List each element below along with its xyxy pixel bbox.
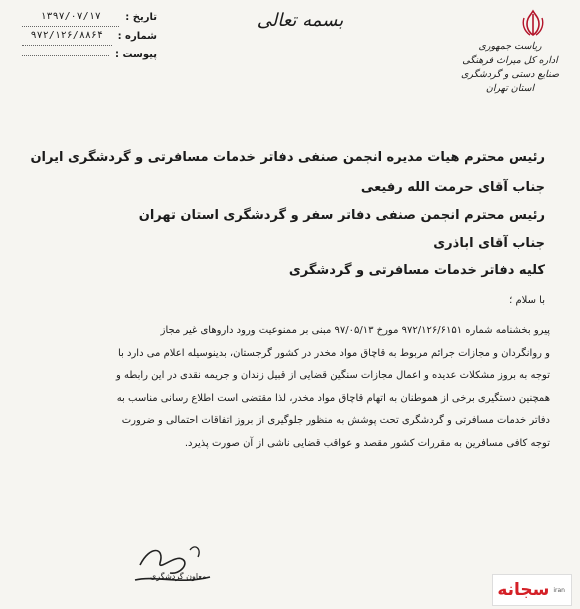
- addressee-line: رئیس محترم هیات مدیره انجمن صنفی دفاتر خدمات مسافرتی و گردشگری ایران: [30, 150, 545, 165]
- body-line: همچنین دستگیری برخی از هموطنان به اتهام قاچاق مواد مخدر، لذا مقتضی است اطلاع رسانی مناسب به: [116, 392, 550, 404]
- org-line: صنایع دستی و گردشگری: [460, 69, 560, 80]
- number-row: [22, 27, 157, 46]
- body-line: و روانگردان و مجازات جرائم مربوط به قاچاق مواد مخدر در کشور گرجستان، بدینوسیله اعلام می دارد با: [118, 347, 550, 359]
- logo-tag: iran: [553, 586, 565, 594]
- addressee-line: کلیه دفاتر خدمات مسافرتی و گردشگری: [288, 263, 545, 278]
- org-line: ریاست جمهوری: [478, 41, 542, 52]
- body-line: توجه کافی مسافرین به مقررات کشور مقصد و عواقب قضایی ناشی از آن صورت پذیرد.: [184, 437, 550, 449]
- organization-block: [450, 40, 570, 96]
- date-label: تاریخ :: [125, 11, 157, 23]
- greeting: با سلام ؛: [509, 295, 545, 306]
- attachment-label: پیوست :: [114, 49, 157, 60]
- logo-text: سجانه: [497, 580, 550, 600]
- addressee-line: جناب آقای اباذری: [433, 236, 545, 251]
- signatory-title: معاون گردشگری: [150, 572, 207, 581]
- addressee-line: جناب آقای حرمت الله رفیعی: [360, 180, 545, 195]
- iran-emblem-icon: [518, 8, 548, 38]
- addressee-line: رئیس محترم انجمن صنفی دفاتر سفر و گردشگری استان تهران: [138, 208, 545, 223]
- number-value: ۹۷۲/۱۲۶/۸۸۶۴: [22, 27, 112, 46]
- org-line: اداره کل میراث فرهنگی: [462, 55, 558, 66]
- signature-icon: [120, 535, 220, 595]
- date-value: ۱۳۹۷/۰۷/۱۷: [22, 8, 119, 27]
- watermark-logo: [492, 574, 572, 606]
- date-row: [22, 8, 157, 27]
- body-line: پیرو بخشنامه شماره ۹۷۲/۱۲۶/۶۱۵۱ مورخ ۹۷/۰۵/۱۳ مبنی بر ممنوعیت ورود داروهای غیر مجاز: [160, 325, 550, 336]
- letter-body: [20, 320, 550, 455]
- letter-meta: [22, 8, 157, 64]
- number-label: شماره :: [117, 30, 157, 42]
- attachment-row: [22, 46, 157, 64]
- body-line: توجه به بروز مشکلات عدیده و اعمال مجازات سنگین قضایی از قبیل زندان و جریمه نقدی در این رابطه و: [116, 370, 550, 381]
- basmala: بسمه تعالی: [256, 10, 344, 31]
- org-line: استان تهران: [485, 83, 535, 94]
- body-line: دفاتر خدمات مسافرتی و گردشگری تحت پوشش به منظور جلوگیری از بروز اتفاقات احتمالی و ضرورت: [121, 415, 550, 426]
- attachment-value: [22, 55, 109, 56]
